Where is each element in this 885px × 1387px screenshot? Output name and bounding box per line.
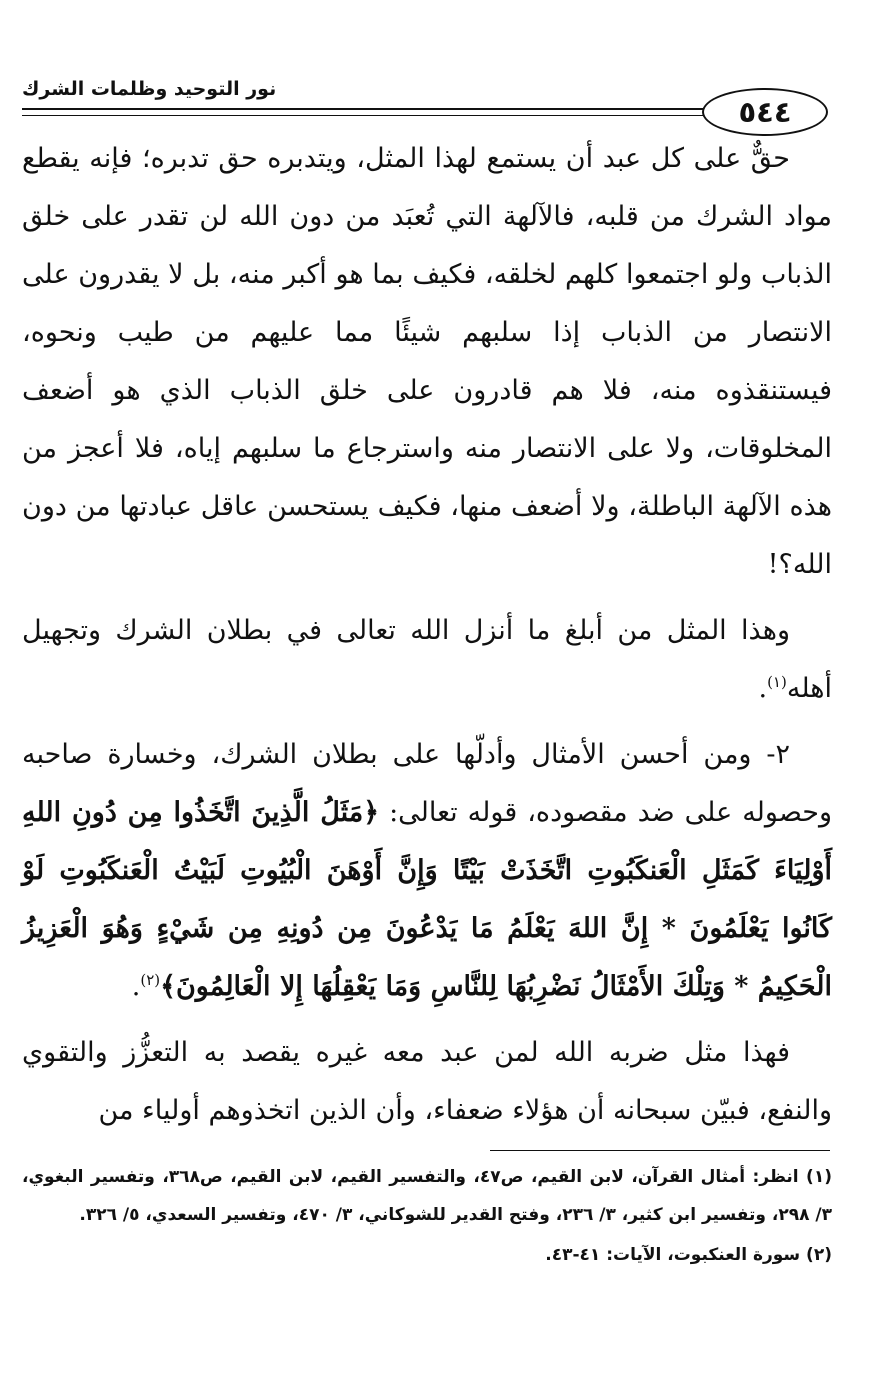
paragraph-2 bbox=[22, 602, 832, 718]
paragraph-3 bbox=[22, 726, 832, 1016]
quran-verse: ﴿مَثَلُ الَّذِينَ اتَّخَذُوا مِن دُونِ اللهِ أَوْلِيَاءَ كَمَثَلِ الْعَنكَبُوتِ اتَّخَذَتْ بَيْتًا وَإِنَّ أَوْهَنَ الْبُيُوتِ لَبَيْتُ الْعَنكَبُوتِ لَوْ كَانُوا يَعْلَمُونَ * إِنَّ اللهَ يَعْلَمُ مَا يَدْعُونَ مِن دُونِهِ مِن شَيْءٍ وَهُوَ الْعَزِيزُ الْحَكِيمُ * وَتِلْكَ الأَمْثَالُ نَضْرِبُهَا لِلنَّاسِ وَمَا يَعْقِلُهَا إِلا الْعَالِمُونَ﴾ bbox=[22, 797, 832, 1002]
header-rule-thin bbox=[22, 115, 707, 116]
footnote-ref-1: (١) bbox=[767, 673, 787, 691]
paragraph-3-end: . bbox=[131, 971, 141, 1002]
footnote-rule bbox=[490, 1150, 830, 1151]
paragraph-4: فهذا مثل ضربه الله لمن عبد معه غيره يقصد به التعزُّز والتقوي والنفع، فبيّن سبحانه أن هؤلاء ضعفاء، وأن الذين اتخذوهم أولياء من bbox=[22, 1037, 832, 1126]
running-title: نور التوحيد وظلمات الشرك bbox=[22, 78, 277, 100]
paragraph-1: حقٌّ على كل عبد أن يستمع لهذا المثل، ويتدبره حق تدبره؛ فإنه يقطع مواد الشرك من قلبه، فالآلهة التي تُعبَد من دون الله لن تقدر على خلق الذباب ولو اجتمعوا كلهم لخلقه، فكيف بما هو أكبر منه، بل لا يقدرون على الانتصار من الذباب إذا سلبهم شيئًا مما عليهم من طيب ونحوه، فيستنقذوه منه، فلا هم قادرون على خلق الذباب الذي هو أضعف المخلوقات، ولا على الانتصار منه واسترجاع ما سلبهم إياه، فلا أعجز من هذه الآلهة الباطلة، ولا أضعف منها، فكيف يستحسن عاقل عبادتها من دون الله؟! bbox=[22, 143, 832, 580]
paragraph-3-intro: ٢- ومن أحسن الأمثال وأدلّها على بطلان الشرك، وخسارة صاحبه وحصوله على ضد مقصوده، قوله تعالى: bbox=[22, 739, 832, 828]
paragraph-2-text: وهذا المثل من أبلغ ما أنزل الله تعالى في بطلان الشرك وتجهيل أهله bbox=[22, 615, 832, 704]
main-text bbox=[22, 130, 832, 1140]
header-rule bbox=[22, 108, 707, 110]
paragraph-2-end: . bbox=[758, 673, 768, 704]
footnote-1: (١) انظر: أمثال القرآن، لابن القيم، ص٤٧، والتفسير القيم، لابن القيم، ص٣٦٨، وتفسير البغوي، ٣/ ٢٩٨، وتفسير ابن كثير، ٣/ ٢٣٦، وفتح القدير للشوكاني، ٣/ ٤٧٠، وتفسير السعدي، ٥/ ٣٢٦. bbox=[22, 1167, 832, 1225]
footnote-ref-2: (٢) bbox=[140, 971, 161, 989]
page-number: ٥٤٤ bbox=[702, 88, 828, 136]
footnote-2: (٢) سورة العنكبوت، الآيات: ٤١-٤٣. bbox=[545, 1245, 832, 1265]
footnotes bbox=[22, 1158, 832, 1274]
